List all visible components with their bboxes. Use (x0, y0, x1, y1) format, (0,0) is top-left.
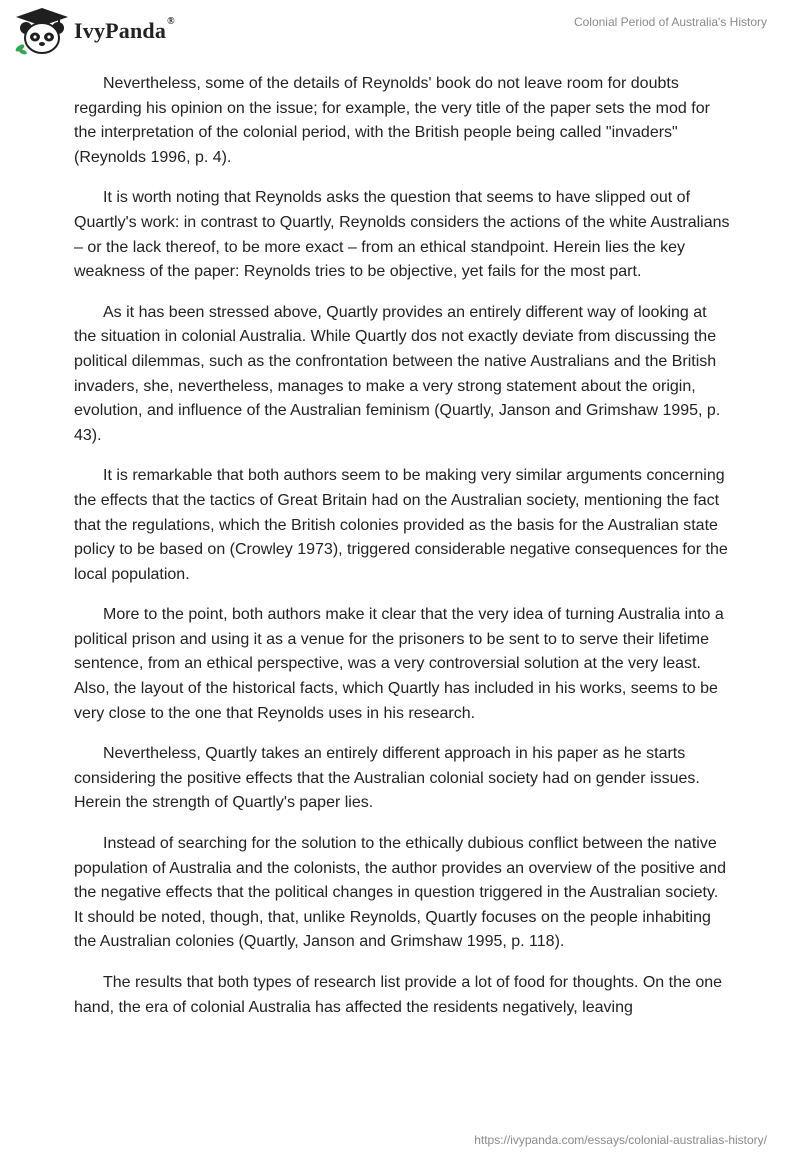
source-url-link[interactable]: https://ivypanda.com/essays/colonial-australias-history/ (474, 1133, 767, 1147)
paragraph: It is worth noting that Reynolds asks the question that seems to have slipped out of Quartly's work: in contrast to Quartly, Reynolds considers the actions of the white Australians – or the lack thereof, to be more exact – from an ethical standpoint. Herein lies the key weakness of the paper: Reynolds tries to be objective, yet fails for the most part. (74, 189, 730, 281)
panda-graduate-icon (14, 6, 70, 56)
registered-mark: ® (167, 16, 175, 27)
paragraph: Nevertheless, some of the details of Reynolds' book do not leave room for doubts regarding his opinion on the issue; for example, the very title of the paper sets the mod for the interpretation of the colonial period, with the British people being called "invaders" (Reynolds 1996, p. 4). (74, 75, 710, 166)
document-title: Colonial Period of Australia's History (573, 15, 767, 29)
page-header (0, 0, 800, 60)
paragraph: Nevertheless, Quartly takes an entirely different approach in his paper as he starts considering the positive effects that the Australian colonial society had on gender issues. Herein the strength of Quartly's paper lies. (74, 745, 700, 812)
paragraph: The results that both types of research list provide a lot of food for thoughts. On the one hand, the era of colonial Australia has affected the residents negatively, leaving (74, 974, 723, 1016)
paragraph: It is remarkable that both authors seem to be making very similar arguments concerning the effects that the tactics of Great Britain had on the Australian society, mentioning the fact that the regulations, which the British colonies provided as the basis for the Australian state policy to be based on (Crowley 1973), triggered considerable negative consequences for the local population. (74, 467, 728, 583)
paragraph: As it has been stressed above, Quartly provides an entirely different way of looking at the situation in colonial Australia. While Quartly dos not exactly deviate from discussing the political dilemmas, such as the confrontation between the native Australians and the British invaders, she, nevertheless, manages to make a very strong statement about the origin, evolution, and influence of the Australian feminism (Quartly, Janson and Grimshaw 1995, p. 43). (74, 303, 721, 444)
essay-body (74, 72, 730, 1036)
paragraph: More to the point, both authors make it clear that the very idea of turning Australia into a political prison and using it as a venue for the prisoners to be sent to to serve their lifetime sentence, from an ethical perspective, was a very controversial solution at the very least. Also, the layout of the historical facts, which Quartly has included in his works, seems to be very close to the one that Reynolds uses in his research. (74, 606, 724, 722)
ivypanda-logo[interactable] (14, 6, 175, 56)
paragraph: Instead of searching for the solution to the ethically dubious conflict between the native population of Australia and the colonists, the author provides an overview of the positive and the negative effects that the political changes in question triggered in the Australian society. It should be noted, though, that, unlike Reynolds, Quartly focuses on the people inhabiting the Australian colonies (Quartly, Janson and Grimshaw 1995, p. 118). (74, 835, 726, 951)
brand-name: IvyPanda® (74, 16, 175, 43)
